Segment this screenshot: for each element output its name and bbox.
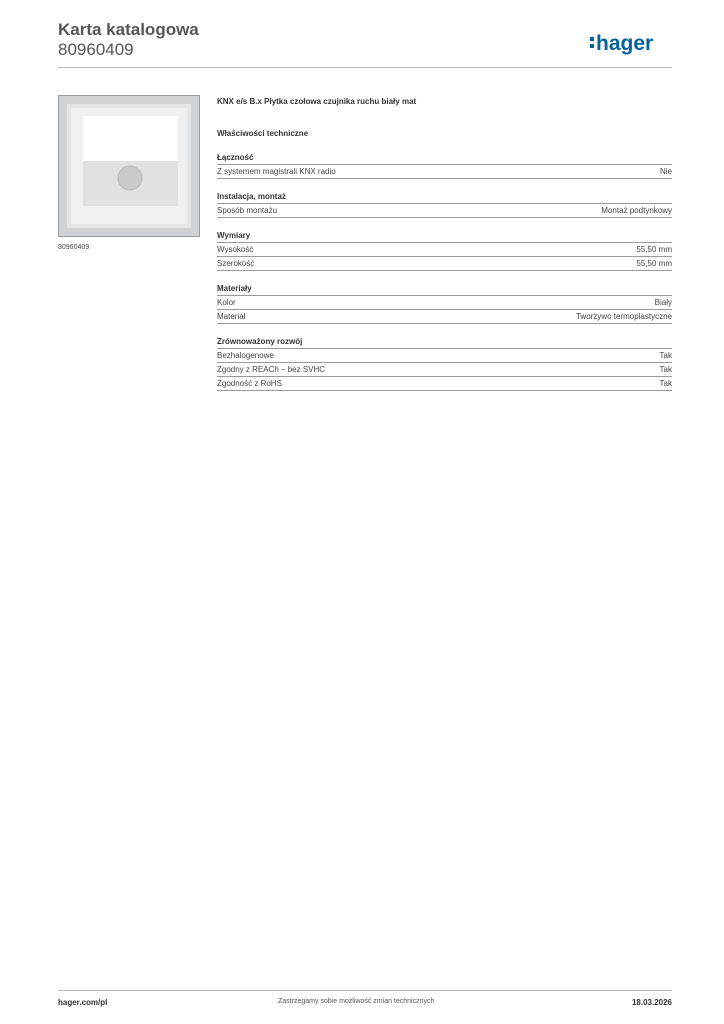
logo-dot-top <box>590 37 594 41</box>
property-label: Wysokość <box>217 245 254 254</box>
footer-website[interactable]: hager.com/pl <box>58 998 108 1007</box>
product-title: KNX e/s B.x Płytka czołowa czujnika ruchu biały mat <box>217 97 417 106</box>
property-value: Tak <box>659 379 672 388</box>
property-row <box>217 165 672 179</box>
product-details <box>217 96 672 391</box>
footer-disclaimer: Zastrzegamy sobie możliwość zmian technicznych <box>278 998 435 1005</box>
property-label: Zgodność z RoHS <box>217 379 282 388</box>
property-row <box>217 296 672 310</box>
product-image <box>58 95 200 237</box>
property-label: Sposób montażu <box>217 206 278 215</box>
technical-properties-heading: Właściwości techniczne <box>217 129 309 138</box>
property-row <box>217 310 672 324</box>
properties-section <box>217 191 672 218</box>
properties-section <box>217 152 672 179</box>
property-label: Zgodny z REACh – bez SVHC <box>217 365 326 374</box>
footer-divider <box>58 990 672 991</box>
image-caption: 80960409 <box>58 244 90 251</box>
section-title: Materiały <box>217 283 672 296</box>
cover-plate-illustration <box>59 96 199 236</box>
property-value: Tak <box>659 365 672 374</box>
properties-section <box>217 336 672 391</box>
section-title: Wymiary <box>217 230 672 243</box>
properties-section <box>217 230 672 271</box>
header-divider <box>58 67 672 68</box>
section-title: Zrównoważony rozwój <box>217 336 672 349</box>
page-title: Karta katalogowa <box>58 20 199 39</box>
property-row <box>217 377 672 391</box>
property-value: Nie <box>659 167 672 176</box>
property-label: Z systemem magistrali KNX radio <box>217 167 336 176</box>
property-label: Szerokość <box>217 259 255 268</box>
property-label: Materiał <box>217 312 246 321</box>
property-value: Tworzywo termoplastyczne <box>575 312 672 321</box>
property-row <box>217 257 672 271</box>
property-row <box>217 363 672 377</box>
footer-date: 18.03.2026 <box>631 998 672 1007</box>
document-header <box>58 20 199 60</box>
section-title: Instalacja, montaż <box>217 191 672 204</box>
property-value: Biały <box>654 298 672 307</box>
properties-sections <box>217 152 672 391</box>
hager-logo <box>590 28 674 58</box>
property-value: Tak <box>659 351 672 360</box>
property-label: Kolor <box>217 298 236 307</box>
property-label: Bezhalogenowe <box>217 351 274 360</box>
property-value: 55,50 mm <box>636 259 672 268</box>
property-value: 55,50 mm <box>636 245 672 254</box>
property-row <box>217 349 672 363</box>
section-title: Łączność <box>217 152 672 165</box>
logo-dot-bottom <box>590 44 594 48</box>
property-row <box>217 243 672 257</box>
product-code: 80960409 <box>58 40 134 59</box>
logo-text: hager <box>596 32 654 55</box>
property-value: Montaż podtynkowy <box>601 206 672 215</box>
properties-section <box>217 283 672 324</box>
property-row <box>217 204 672 218</box>
